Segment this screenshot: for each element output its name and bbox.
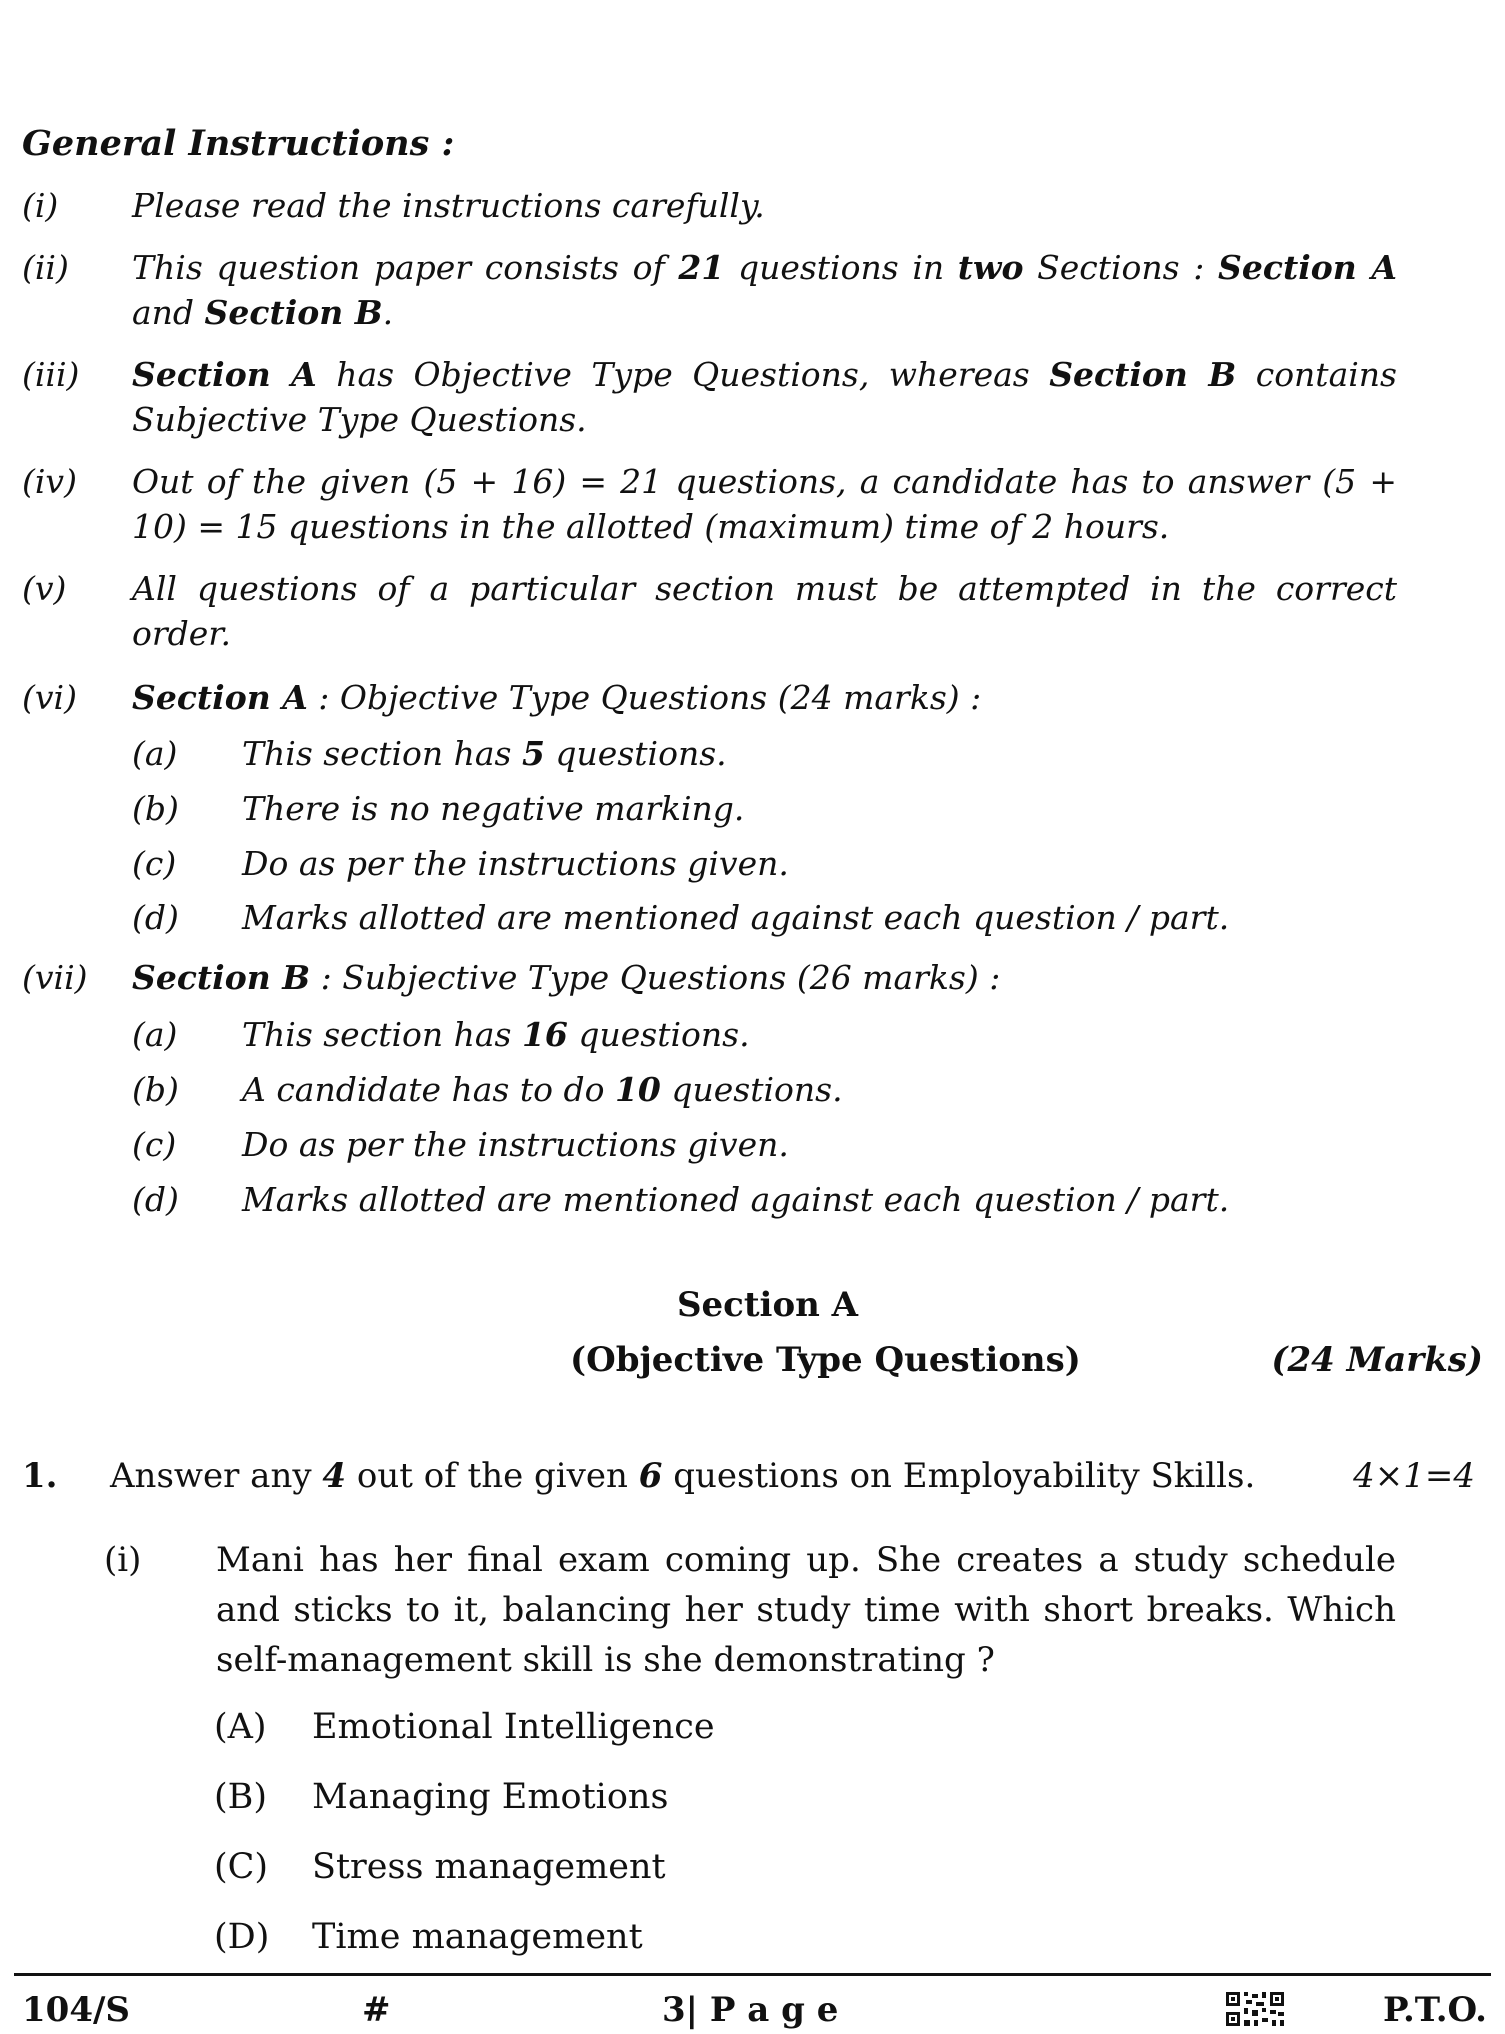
option-d [214, 1917, 643, 1957]
instruction-number: (iii) [22, 355, 80, 394]
section-b-sub-a: (a) This section has 16 questions. [132, 1015, 750, 1054]
section-a-sub-a: (a) This section has 5 questions. [132, 734, 727, 773]
instruction-number: (vii) [22, 958, 88, 997]
option-text: Emotional Intelligence [312, 1707, 715, 1747]
instruction-number: (iv) [22, 462, 77, 501]
instruction-v [22, 566, 1397, 656]
instruction-text: Out of the given (5 + 16) = 21 questions, a candidate has to answer (5 + 10) = 15 questions in the allotted (maximum) time of 2 hours. [132, 462, 1397, 546]
section-a-sub-d: (d) Marks allotted are mentioned against each question / part. [132, 898, 1230, 937]
section-b-sub-b: (b) A candidate has to do 10 questions. [132, 1070, 843, 1109]
question-number: 1. [22, 1456, 58, 1496]
option-label: (D) [214, 1917, 270, 1957]
question-text: Answer any 4 out of the given 6 questions on Employability Skills. [110, 1456, 1256, 1496]
instruction-iii [22, 352, 1397, 442]
section-marks: (24 Marks) [1271, 1340, 1483, 1380]
page-number: 3| P a g e [662, 1990, 839, 2030]
footer-divider [14, 1973, 1491, 1976]
section-a-sub-c: (c) Do as per the instructions given. [132, 844, 789, 883]
instruction-number: (ii) [22, 248, 69, 287]
instruction-number: (vi) [22, 678, 77, 717]
option-label: (B) [214, 1777, 268, 1817]
instruction-i [22, 183, 1397, 228]
instruction-text: Section B : Subjective Type Questions (26 marks) : [132, 958, 1001, 997]
instruction-text: Please read the instructions carefully. [132, 186, 765, 225]
section-subtitle: (Objective Type Questions) [570, 1340, 1081, 1380]
instruction-text: Section A has Objective Type Questions, whereas Section B contains Subjective Type Questions. [132, 355, 1397, 439]
hash-mark: # [362, 1990, 391, 2030]
option-text: Stress management [312, 1847, 666, 1887]
section-title: Section A [676, 1285, 859, 1325]
instruction-text: This question paper consists of 21 questions in two Sections : Section A and Section B. [132, 248, 1398, 332]
qr-code-icon [1226, 1992, 1284, 2026]
instruction-number: (v) [22, 569, 67, 608]
pto-label: P.T.O. [1383, 1990, 1487, 2030]
section-b-sub-c: (c) Do as per the instructions given. [132, 1125, 789, 1164]
section-b-sub-d: (d) Marks allotted are mentioned against each question / part. [132, 1180, 1230, 1219]
instruction-ii [22, 245, 1397, 335]
instruction-text: All questions of a particular section must be attempted in the correct order. [132, 569, 1397, 653]
question-marks: 4×1=4 [1353, 1456, 1475, 1496]
option-c [214, 1847, 666, 1887]
instruction-vii [22, 955, 1397, 1000]
option-label: (C) [214, 1847, 269, 1887]
instruction-text: Section A : Objective Type Questions (24 marks) : [132, 678, 982, 717]
option-b [214, 1777, 668, 1817]
instruction-vi [22, 675, 1397, 720]
instruction-iv [22, 459, 1397, 549]
option-a [214, 1707, 715, 1747]
option-text: Time management [312, 1917, 643, 1957]
instruction-number: (i) [22, 186, 59, 225]
sub-question-number: (i) [104, 1540, 142, 1580]
sub-question-text: Mani has her final exam coming up. She creates a study schedule and sticks to it, balancing her study time with short breaks. Which self-management skill is she demonstrating ? [216, 1540, 1396, 1680]
general-instructions-title: General Instructions : [22, 123, 455, 164]
section-a-sub-b: (b) There is no negative marking. [132, 789, 745, 828]
paper-code: 104/S [22, 1990, 130, 2030]
option-text: Managing Emotions [312, 1777, 669, 1817]
option-label: (A) [214, 1707, 267, 1747]
